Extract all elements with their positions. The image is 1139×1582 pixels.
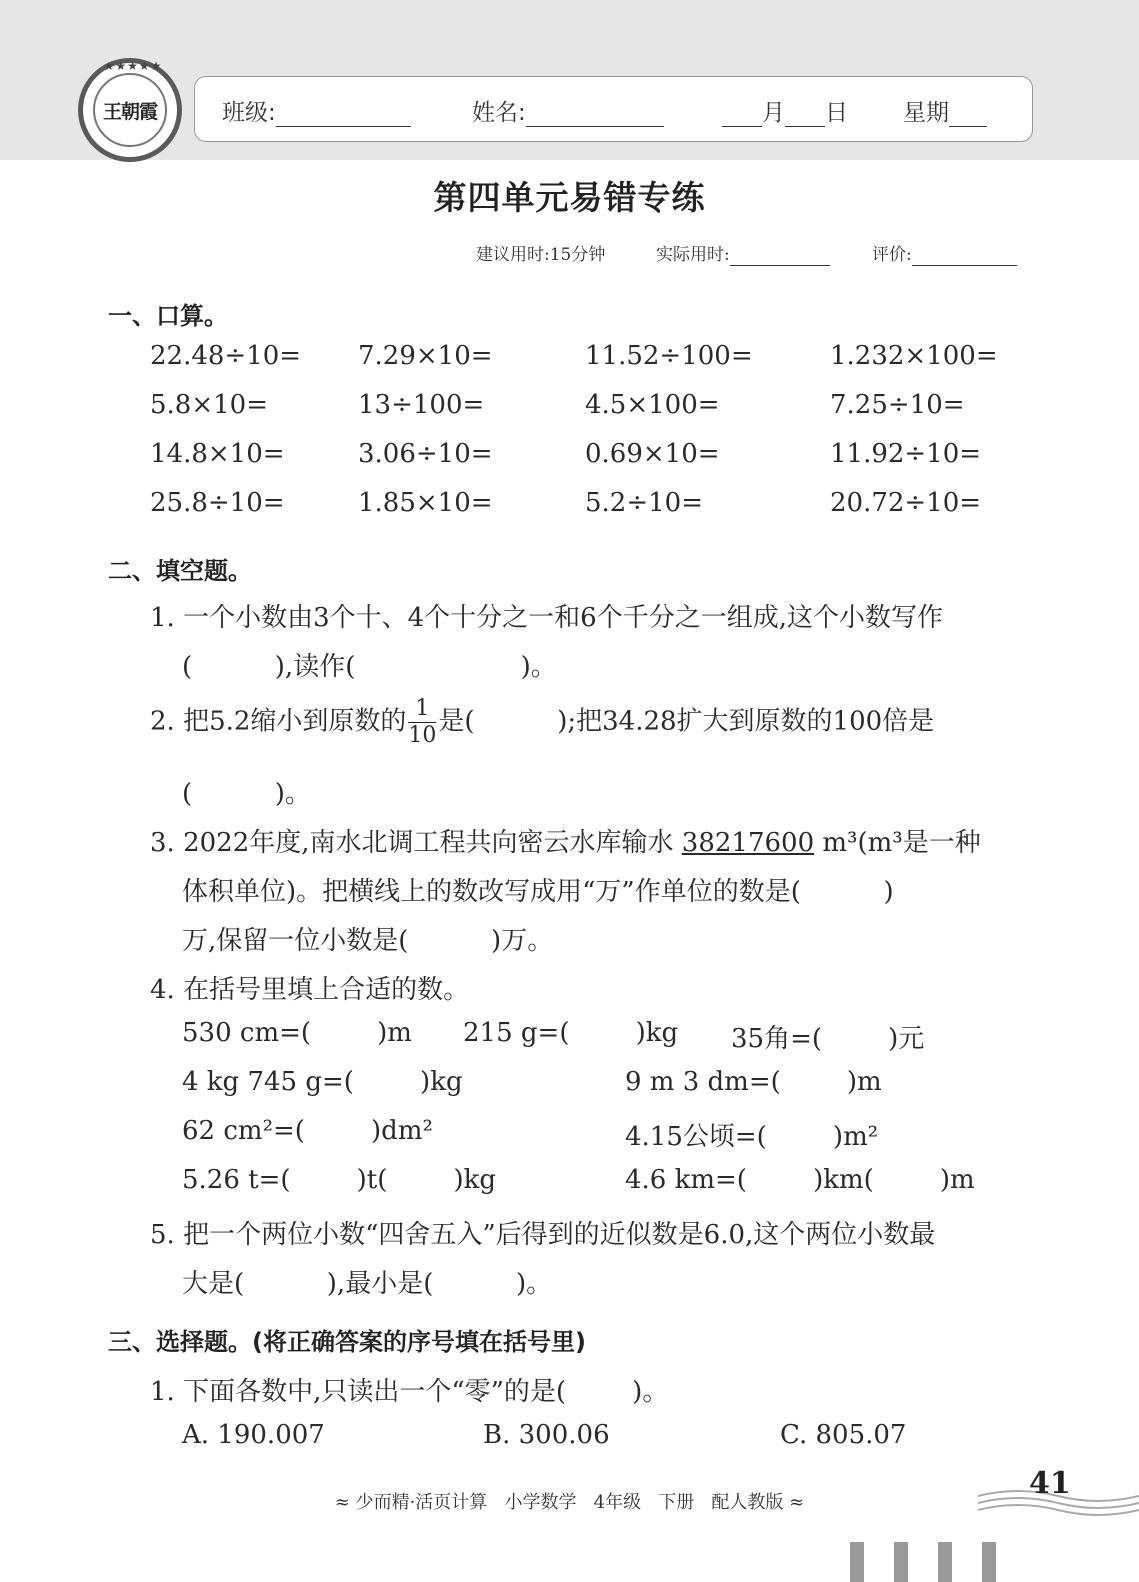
section-heading-oral: 一、口算。 [108,302,228,330]
weekday-field[interactable] [903,94,987,127]
fill-q3-part-a: 3. 2022年度,南水北调工程共向密云水库输水 [150,828,674,858]
fill-q1-line1: 1. 一个小数由3个十、4个十分之一和6个千分之一组成,这个小数写作 [150,603,943,633]
fill-q3-part-b: m³(m³是一种 [822,828,981,858]
fill-q3-line1 [150,822,981,859]
evaluation-label: 评价: [872,245,912,265]
name-field[interactable] [472,94,664,127]
oral-item: 0.69×10= [585,439,720,469]
underlined-number: 38217600 [681,828,815,858]
actual-time-field[interactable] [656,240,830,266]
fraction-one-tenth [408,696,436,749]
unit-conversion-item[interactable]: 215 g=( )kg [463,1018,679,1048]
oral-item: 1.232×100= [830,341,998,371]
oral-item: 22.48÷10= [150,341,302,371]
logo-text: 王朝霞 [102,101,157,123]
section-heading-choice: 三、选择题。(将正确答案的序号填在括号里) [108,1328,586,1356]
edge-tab-icon [850,1542,864,1582]
evaluation-blank[interactable] [912,245,1017,266]
oral-item: 1.85×10= [358,488,493,518]
publisher-logo [78,58,182,162]
class-field[interactable] [222,94,411,127]
class-label: 班级: [222,100,276,126]
unit-conversion-item[interactable]: 4.6 km=( )km( )m [625,1165,975,1195]
oral-item: 4.5×100= [585,390,720,420]
fill-q4-heading: 4. 在括号里填上合适的数。 [150,975,470,1005]
choice-option-c[interactable]: C. 805.07 [780,1420,907,1450]
edge-tab-icon [938,1542,952,1582]
oral-item: 3.06÷10= [358,439,493,469]
date-field[interactable] [722,94,848,127]
fill-q2-part-a: 2. 把5.2缩小到原数的 [150,706,407,737]
choice-q1[interactable]: 1. 下面各数中,只读出一个“零”的是( )。 [150,1377,669,1407]
oral-item: 5.2÷10= [585,488,704,518]
fill-q2-part-b[interactable]: 是( );把34.28扩大到原数的100倍是 [438,706,935,737]
fill-q2-line1[interactable] [150,696,934,749]
unit-conversion-item[interactable]: 9 m 3 dm=( )m [625,1067,882,1097]
name-label: 姓名: [472,100,526,126]
class-blank[interactable] [276,100,411,127]
page-number: 41 [1029,1466,1071,1501]
suggested-time: 建议用时:15分钟 [476,245,606,265]
fraction-denominator: 10 [408,723,437,748]
unit-conversion-item[interactable]: 4.15公顷=( )m² [625,1122,879,1152]
fill-q3-line2[interactable]: 体积单位)。把横线上的数改写成用“万”作单位的数是( ) [182,877,894,907]
unit-conversion-item[interactable]: 5.26 t=( )t( )kg [182,1165,497,1195]
edge-tab-icon [894,1542,908,1582]
evaluation-field[interactable] [872,240,1017,266]
edge-tab-icon [982,1542,996,1582]
footer-text: ≈ 少而精·活页计算 小学数学 4年级 下册 配人教版 ≈ [334,1492,805,1513]
name-blank[interactable] [526,100,664,127]
fraction-numerator: 1 [408,696,436,723]
oral-item: 5.8×10= [150,390,269,420]
month-blank[interactable] [722,100,762,127]
week-blank[interactable] [949,100,987,127]
oral-item: 11.92÷10= [830,439,982,469]
choice-option-b[interactable]: B. 300.06 [483,1420,610,1450]
unit-conversion-item[interactable]: 530 cm=( )m [182,1018,412,1048]
logo-stars-icon: ★★★★★ [103,59,163,73]
choice-option-a[interactable]: A. 190.007 [182,1420,325,1450]
day-blank[interactable] [785,100,825,127]
oral-item: 13÷100= [358,390,485,420]
actual-time-blank[interactable] [730,245,830,266]
fill-q5-line2[interactable]: 大是( ),最小是( )。 [182,1269,553,1299]
fill-q3-line3[interactable]: 万,保留一位小数是( )万。 [182,926,554,956]
unit-conversion-item[interactable]: 62 cm²=( )dm² [182,1116,433,1146]
page-title: 第四单元易错专练 [433,178,706,217]
oral-item: 20.72÷10= [830,488,982,518]
fill-q2-line2[interactable]: ( )。 [182,779,311,809]
actual-time-label: 实际用时: [656,245,730,265]
week-label: 星期 [903,100,949,126]
oral-item: 7.25÷10= [830,390,965,420]
oral-item: 25.8÷10= [150,488,285,518]
oral-item: 11.52÷100= [585,341,753,371]
fill-q5-line1: 5. 把一个两位小数“四舍五入”后得到的近似数是6.0,这个两位小数最 [150,1220,936,1250]
fill-q1-line2[interactable]: ( ),读作( )。 [182,652,557,682]
oral-item: 7.29×10= [358,341,493,371]
unit-conversion-item[interactable]: 4 kg 745 g=( )kg [182,1067,463,1097]
oral-item: 14.8×10= [150,439,285,469]
unit-conversion-item[interactable]: 35角=( )元 [731,1024,925,1054]
section-heading-fill: 二、填空题。 [108,557,252,585]
day-label: 日 [825,100,848,126]
month-label: 月 [762,100,785,126]
